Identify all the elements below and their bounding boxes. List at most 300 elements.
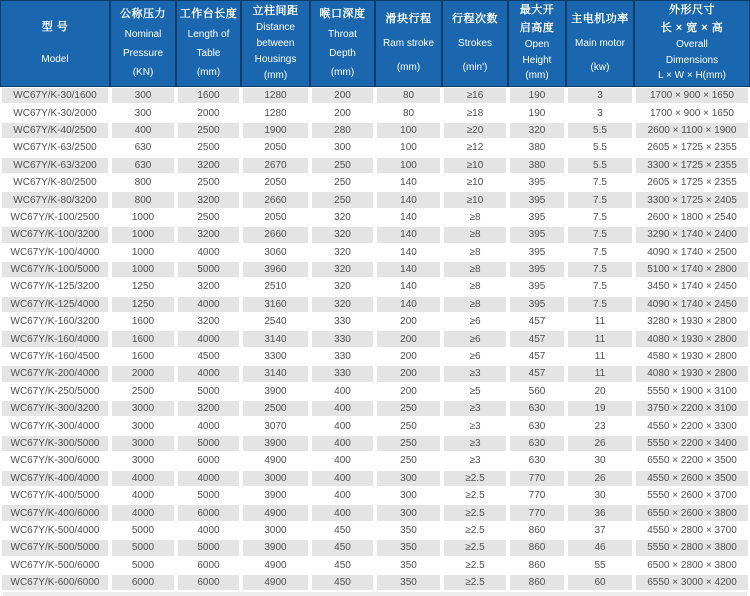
cell-dimensions: 6550 × 2200 × 3500 xyxy=(634,452,750,469)
cell-open-height: 860 xyxy=(508,539,566,556)
cell-table-length: 2500 xyxy=(176,122,241,139)
header-cell-dimensions xyxy=(634,0,750,87)
cell-model: WC67Y/K-500/4000 xyxy=(0,522,110,539)
cell-open-height: 860 xyxy=(508,557,566,574)
cell-model: WC67Y/K-63/2500 xyxy=(0,139,110,156)
header-cell-ram-stroke xyxy=(375,0,442,87)
cell-table-length: 2000 xyxy=(176,104,241,121)
cell-dimensions: 3290 × 1740 × 2400 xyxy=(634,226,750,243)
cell-open-height: 395 xyxy=(508,191,566,208)
cell-dimensions: 2600 × 1100 × 1900 xyxy=(634,122,750,139)
cell-strokes: ≥8 xyxy=(442,209,508,226)
cell-main-motor: 11 xyxy=(566,365,634,382)
cell-throat-depth: 400 xyxy=(310,417,375,434)
cell-ram-stroke: 250 xyxy=(375,435,442,452)
cell-throat-depth: 400 xyxy=(310,400,375,417)
header-line: (mm) xyxy=(525,70,549,82)
cell-open-height: 395 xyxy=(508,261,566,278)
cell-housing-distance: 3070 xyxy=(241,417,310,434)
cell-main-motor: 11 xyxy=(566,313,634,330)
cell-throat-depth: 200 xyxy=(310,87,375,104)
cell-strokes: ≥2.5 xyxy=(442,504,508,521)
cell-ram-stroke: 200 xyxy=(375,313,442,330)
header-line: Pressure xyxy=(122,47,163,59)
cell-ram-stroke: 250 xyxy=(375,400,442,417)
cell-throat-depth: 400 xyxy=(310,435,375,452)
header-line: L × W × H(mm) xyxy=(658,70,726,82)
table-row xyxy=(0,157,750,174)
cell-throat-depth: 320 xyxy=(310,278,375,295)
cell-model: WC67Y/K-30/1600 xyxy=(0,87,110,104)
cell-model: WC67Y/K-100/5000 xyxy=(0,261,110,278)
cell-strokes: ≥8 xyxy=(442,278,508,295)
cell-throat-depth: 250 xyxy=(310,191,375,208)
cell-table-length: 5000 xyxy=(176,487,241,504)
cell-open-height: 630 xyxy=(508,417,566,434)
cell-strokes: ≥8 xyxy=(442,296,508,313)
cell-main-motor: 11 xyxy=(566,348,634,365)
cell-strokes: ≥8 xyxy=(442,261,508,278)
cell-model: WC67Y/K-400/5000 xyxy=(0,487,110,504)
cell-model: WC67Y/K-100/4000 xyxy=(0,244,110,261)
cell-dimensions: 6550 × 3000 × 4200 xyxy=(634,574,750,591)
header-line: Model xyxy=(41,54,69,66)
cell-strokes: ≥10 xyxy=(442,174,508,191)
cell-model: WC67Y/K-40/2500 xyxy=(0,122,110,139)
cell-nominal-pressure: 630 xyxy=(110,139,176,156)
cell-table-length: 5000 xyxy=(176,261,241,278)
cell-throat-depth: 320 xyxy=(310,261,375,278)
table-row xyxy=(0,313,750,330)
cell-model: WC67Y/K-80/3200 xyxy=(0,191,110,208)
cell-dimensions: 3300 × 1725 × 2355 xyxy=(634,157,750,174)
cell-housing-distance: 2660 xyxy=(241,226,310,243)
cell-housing-distance: 4900 xyxy=(241,557,310,574)
cell-open-height: 395 xyxy=(508,296,566,313)
cell-strokes: ≥6 xyxy=(442,330,508,347)
cell-ram-stroke: 350 xyxy=(375,522,442,539)
cell-main-motor: 46 xyxy=(566,539,634,556)
cell-nominal-pressure: 1250 xyxy=(110,296,176,313)
cell-table-length: 1600 xyxy=(176,87,241,104)
cell-dimensions: 3450 × 1740 × 2450 xyxy=(634,278,750,295)
cell-strokes: ≥12 xyxy=(442,139,508,156)
cell-strokes: ≥10 xyxy=(442,157,508,174)
cell-table-length: 4000 xyxy=(176,330,241,347)
cell-open-height: 380 xyxy=(508,139,566,156)
cell-table-length: 6000 xyxy=(176,504,241,521)
cell-ram-stroke: 200 xyxy=(375,330,442,347)
cell-ram-stroke: 140 xyxy=(375,278,442,295)
cell-dimensions: 4080 × 1930 × 2800 xyxy=(634,330,750,347)
cell-housing-distance: 4900 xyxy=(241,504,310,521)
cell-nominal-pressure: 1000 xyxy=(110,209,176,226)
header-line: 工作台长度 xyxy=(179,7,238,20)
cell-throat-depth: 330 xyxy=(310,365,375,382)
cell-main-motor: 20 xyxy=(566,383,634,400)
header-cell-nominal-pressure xyxy=(110,0,176,87)
cell-dimensions: 5100 × 1740 × 2800 xyxy=(634,261,750,278)
cell-main-motor: 3 xyxy=(566,87,634,104)
cell-model: WC67Y/K-80/2500 xyxy=(0,174,110,191)
cell-open-height: 320 xyxy=(508,122,566,139)
cell-nominal-pressure: 400 xyxy=(110,122,176,139)
table-row xyxy=(0,226,750,243)
cell-dimensions: 3280 × 1930 × 2800 xyxy=(634,313,750,330)
table-row xyxy=(0,209,750,226)
cell-ram-stroke: 350 xyxy=(375,557,442,574)
cell-model: WC67Y/K-600/6000 xyxy=(0,574,110,591)
cell-throat-depth: 450 xyxy=(310,574,375,591)
cell-main-motor: 7.5 xyxy=(566,191,634,208)
cell-ram-stroke: 250 xyxy=(375,452,442,469)
header-line: 型 号 xyxy=(41,20,69,33)
header-line: 滑块行程 xyxy=(385,12,432,25)
header-cell-content xyxy=(635,1,749,86)
cell-housing-distance: 3960 xyxy=(241,261,310,278)
header-line: Ram stroke xyxy=(382,38,435,50)
cell-open-height: 630 xyxy=(508,435,566,452)
table-row xyxy=(0,435,750,452)
cell-nominal-pressure: 630 xyxy=(110,157,176,174)
header-line: (min') xyxy=(462,62,488,74)
table-row xyxy=(0,122,750,139)
header-line: 长 × 宽 × 高 xyxy=(660,21,724,34)
cell-table-length: 4000 xyxy=(176,365,241,382)
cell-table-length: 5000 xyxy=(176,539,241,556)
table-row xyxy=(0,261,750,278)
cell-main-motor: 5.5 xyxy=(566,157,634,174)
cell-housing-distance: 4900 xyxy=(241,452,310,469)
header-line: (mm) xyxy=(263,70,288,82)
cell-ram-stroke: 200 xyxy=(375,365,442,382)
cell-strokes: ≥3 xyxy=(442,365,508,382)
header-line: (mm) xyxy=(196,66,221,78)
table-row xyxy=(0,296,750,313)
cell-open-height: 457 xyxy=(508,365,566,382)
cell-throat-depth: 400 xyxy=(310,470,375,487)
cell-main-motor: 7.5 xyxy=(566,226,634,243)
table-row xyxy=(0,87,750,104)
cell-open-height: 770 xyxy=(508,470,566,487)
cell-dimensions: 5550 × 2200 × 3400 xyxy=(634,435,750,452)
cell-main-motor: 7.5 xyxy=(566,209,634,226)
cell-model: WC67Y/K-300/6000 xyxy=(0,452,110,469)
cell-table-length: 4000 xyxy=(176,470,241,487)
cell-nominal-pressure: 5000 xyxy=(110,539,176,556)
table-row xyxy=(0,574,750,591)
cell-ram-stroke: 300 xyxy=(375,487,442,504)
header-line: 喉口深度 xyxy=(319,7,366,20)
table-row xyxy=(0,278,750,295)
cell-housing-distance: 1280 xyxy=(241,104,310,121)
cell-main-motor: 37 xyxy=(566,522,634,539)
table-row xyxy=(0,504,750,521)
header-cell-content xyxy=(443,1,507,86)
cell-open-height: 190 xyxy=(508,104,566,121)
cell-nominal-pressure: 3000 xyxy=(110,417,176,434)
table-row xyxy=(0,487,750,504)
cell-dimensions: 1700 × 900 × 1650 xyxy=(634,87,750,104)
cell-strokes: ≥3 xyxy=(442,400,508,417)
table-row xyxy=(0,383,750,400)
cell-model: WC67Y/K-100/3200 xyxy=(0,226,110,243)
cell-table-length: 2500 xyxy=(176,209,241,226)
header-line: Depth xyxy=(329,47,356,59)
cell-strokes: ≥18 xyxy=(442,104,508,121)
cell-housing-distance: 3060 xyxy=(241,244,310,261)
cell-model: WC67Y/K-300/3200 xyxy=(0,400,110,417)
cell-model: WC67Y/K-160/4000 xyxy=(0,330,110,347)
cell-ram-stroke: 140 xyxy=(375,244,442,261)
cell-model: WC67Y/K-500/6000 xyxy=(0,557,110,574)
cell-main-motor: 55 xyxy=(566,557,634,574)
header-cell-content xyxy=(509,1,565,86)
cell-dimensions: 3750 × 2200 × 3100 xyxy=(634,400,750,417)
cell-throat-depth: 200 xyxy=(310,104,375,121)
cell-strokes: ≥3 xyxy=(442,435,508,452)
cell-table-length: 3200 xyxy=(176,191,241,208)
cell-dimensions: 4090 × 1740 × 2450 xyxy=(634,296,750,313)
cell-housing-distance: 2660 xyxy=(241,191,310,208)
cell-model: WC67Y/K-400/6000 xyxy=(0,504,110,521)
header-cell-content xyxy=(242,1,309,86)
cell-table-length: 3200 xyxy=(176,157,241,174)
table-row xyxy=(0,191,750,208)
cell-main-motor: 5.5 xyxy=(566,122,634,139)
table-header xyxy=(0,0,750,87)
cell-open-height: 860 xyxy=(508,522,566,539)
cell-nominal-pressure: 1600 xyxy=(110,313,176,330)
cell-dimensions: 2600 × 1800 × 2540 xyxy=(634,209,750,226)
cell-dimensions: 4550 × 2200 × 3300 xyxy=(634,417,750,434)
cell-strokes: ≥16 xyxy=(442,87,508,104)
table-row xyxy=(0,174,750,191)
table-row xyxy=(0,244,750,261)
cell-open-height: 457 xyxy=(508,330,566,347)
cell-table-length: 4000 xyxy=(176,296,241,313)
cell-strokes: ≥2.5 xyxy=(442,557,508,574)
cell-throat-depth: 400 xyxy=(310,504,375,521)
cell-open-height: 395 xyxy=(508,244,566,261)
cell-strokes: ≥3 xyxy=(442,452,508,469)
header-cell-content xyxy=(567,1,633,86)
cell-open-height: 860 xyxy=(508,574,566,591)
cell-table-length: 4000 xyxy=(176,417,241,434)
cell-strokes: ≥2.5 xyxy=(442,574,508,591)
cell-housing-distance: 2050 xyxy=(241,209,310,226)
cell-nominal-pressure: 800 xyxy=(110,191,176,208)
header-line: Housings xyxy=(254,54,297,66)
cell-throat-depth: 280 xyxy=(310,122,375,139)
cell-ram-stroke: 300 xyxy=(375,504,442,521)
cell-table-length: 2500 xyxy=(176,174,241,191)
header-line: between xyxy=(256,38,295,50)
header-line: (kw) xyxy=(590,62,610,74)
cell-throat-depth: 400 xyxy=(310,452,375,469)
cell-ram-stroke: 350 xyxy=(375,574,442,591)
header-cell-model xyxy=(0,0,110,87)
cell-open-height: 395 xyxy=(508,226,566,243)
cell-housing-distance: 3000 xyxy=(241,470,310,487)
cell-throat-depth: 320 xyxy=(310,296,375,313)
table-body xyxy=(0,87,750,591)
cell-ram-stroke: 100 xyxy=(375,122,442,139)
cell-open-height: 560 xyxy=(508,383,566,400)
cell-model: WC67Y/K-160/3200 xyxy=(0,313,110,330)
cell-nominal-pressure: 4000 xyxy=(110,487,176,504)
cell-dimensions: 5550 × 1900 × 3100 xyxy=(634,383,750,400)
cell-ram-stroke: 250 xyxy=(375,417,442,434)
cell-ram-stroke: 80 xyxy=(375,104,442,121)
header-line: 启高度 xyxy=(519,21,555,34)
cell-strokes: ≥2.5 xyxy=(442,522,508,539)
table-row xyxy=(0,452,750,469)
cell-table-length: 4000 xyxy=(176,244,241,261)
cell-strokes: ≥2.5 xyxy=(442,470,508,487)
cell-main-motor: 26 xyxy=(566,435,634,452)
cell-ram-stroke: 140 xyxy=(375,226,442,243)
cell-table-length: 3200 xyxy=(176,313,241,330)
cell-main-motor: 30 xyxy=(566,487,634,504)
header-cell-throat-depth xyxy=(310,0,375,87)
cell-ram-stroke: 350 xyxy=(375,539,442,556)
table-row xyxy=(0,400,750,417)
header-line: Length of xyxy=(187,28,230,40)
cell-strokes: ≥3 xyxy=(442,417,508,434)
cell-strokes: ≥8 xyxy=(442,226,508,243)
cell-main-motor: 19 xyxy=(566,400,634,417)
cell-dimensions: 4580 × 1930 × 2800 xyxy=(634,348,750,365)
cell-nominal-pressure: 3000 xyxy=(110,452,176,469)
cell-nominal-pressure: 1250 xyxy=(110,278,176,295)
table-row xyxy=(0,470,750,487)
cell-nominal-pressure: 1600 xyxy=(110,330,176,347)
cell-throat-depth: 450 xyxy=(310,557,375,574)
cell-throat-depth: 330 xyxy=(310,330,375,347)
cell-housing-distance: 3140 xyxy=(241,330,310,347)
cell-table-length: 5000 xyxy=(176,383,241,400)
cell-throat-depth: 400 xyxy=(310,487,375,504)
cell-housing-distance: 2670 xyxy=(241,157,310,174)
header-cell-housing-distance xyxy=(241,0,310,87)
cell-ram-stroke: 100 xyxy=(375,157,442,174)
cell-table-length: 5000 xyxy=(176,435,241,452)
cell-throat-depth: 320 xyxy=(310,209,375,226)
cell-open-height: 630 xyxy=(508,400,566,417)
header-cell-content xyxy=(177,1,240,86)
cell-open-height: 457 xyxy=(508,348,566,365)
cell-dimensions: 4550 × 2800 × 3700 xyxy=(634,522,750,539)
cell-open-height: 190 xyxy=(508,87,566,104)
cell-housing-distance: 3900 xyxy=(241,539,310,556)
cell-throat-depth: 250 xyxy=(310,157,375,174)
cell-strokes: ≥6 xyxy=(442,313,508,330)
cell-table-length: 3200 xyxy=(176,226,241,243)
cell-model: WC67Y/K-160/4500 xyxy=(0,348,110,365)
cell-main-motor: 36 xyxy=(566,504,634,521)
cell-housing-distance: 3900 xyxy=(241,383,310,400)
header-line: Dimensions xyxy=(665,54,719,66)
table-row xyxy=(0,104,750,121)
cell-strokes: ≥2.5 xyxy=(442,539,508,556)
cell-model: WC67Y/K-300/4000 xyxy=(0,417,110,434)
cell-table-length: 6000 xyxy=(176,574,241,591)
cell-housing-distance: 4900 xyxy=(241,574,310,591)
cell-table-length: 6000 xyxy=(176,557,241,574)
header-line: 主电机功率 xyxy=(571,12,629,25)
table-row xyxy=(0,557,750,574)
cell-strokes: ≥8 xyxy=(442,244,508,261)
table-row xyxy=(0,365,750,382)
cell-housing-distance: 3900 xyxy=(241,435,310,452)
cell-housing-distance: 2050 xyxy=(241,174,310,191)
cell-open-height: 770 xyxy=(508,504,566,521)
cell-main-motor: 11 xyxy=(566,330,634,347)
cell-main-motor: 26 xyxy=(566,470,634,487)
cell-model: WC67Y/K-200/4000 xyxy=(0,365,110,382)
cell-throat-depth: 400 xyxy=(310,383,375,400)
cell-table-length: 3200 xyxy=(176,400,241,417)
header-line: (KN) xyxy=(132,66,154,78)
table-row xyxy=(0,348,750,365)
cell-table-length: 4500 xyxy=(176,348,241,365)
cell-throat-depth: 450 xyxy=(310,522,375,539)
header-cell-content xyxy=(311,1,374,86)
header-row xyxy=(0,0,750,87)
cell-nominal-pressure: 800 xyxy=(110,174,176,191)
cell-main-motor: 7.5 xyxy=(566,261,634,278)
cell-ram-stroke: 140 xyxy=(375,191,442,208)
cell-model: WC67Y/K-30/2000 xyxy=(0,104,110,121)
cell-nominal-pressure: 1000 xyxy=(110,244,176,261)
header-line: 行程次数 xyxy=(452,12,498,25)
cell-ram-stroke: 140 xyxy=(375,261,442,278)
cell-open-height: 395 xyxy=(508,278,566,295)
cell-strokes: ≥2.5 xyxy=(442,487,508,504)
cell-open-height: 395 xyxy=(508,209,566,226)
cell-open-height: 380 xyxy=(508,157,566,174)
header-cell-main-motor xyxy=(566,0,634,87)
header-line: Distance xyxy=(256,22,295,34)
cell-nominal-pressure: 1000 xyxy=(110,226,176,243)
header-cell-strokes xyxy=(442,0,508,87)
cell-housing-distance: 2500 xyxy=(241,400,310,417)
cell-nominal-pressure: 1600 xyxy=(110,348,176,365)
cell-model: WC67Y/K-100/2500 xyxy=(0,209,110,226)
cell-model: WC67Y/K-125/3200 xyxy=(0,278,110,295)
cell-dimensions: 2605 × 1725 × 2355 xyxy=(634,139,750,156)
cell-dimensions: 5550 × 2600 × 3700 xyxy=(634,487,750,504)
cell-throat-depth: 320 xyxy=(310,226,375,243)
cell-nominal-pressure: 3000 xyxy=(110,400,176,417)
cell-dimensions: 6500 × 2800 × 3800 xyxy=(634,557,750,574)
cell-dimensions: 4080 × 1930 × 2800 xyxy=(634,365,750,382)
cell-table-length: 6000 xyxy=(176,452,241,469)
header-cell-content xyxy=(1,1,109,86)
cell-ram-stroke: 80 xyxy=(375,87,442,104)
cell-dimensions: 4090 × 1740 × 2500 xyxy=(634,244,750,261)
table-row xyxy=(0,139,750,156)
cell-dimensions: 5550 × 2800 × 3800 xyxy=(634,539,750,556)
header-line: Strokes xyxy=(458,38,492,50)
cell-housing-distance: 3140 xyxy=(241,365,310,382)
header-cell-content xyxy=(376,1,441,86)
table-row xyxy=(0,330,750,347)
cell-model: WC67Y/K-125/4000 xyxy=(0,296,110,313)
header-line: Table xyxy=(196,47,221,59)
cell-table-length: 4000 xyxy=(176,522,241,539)
